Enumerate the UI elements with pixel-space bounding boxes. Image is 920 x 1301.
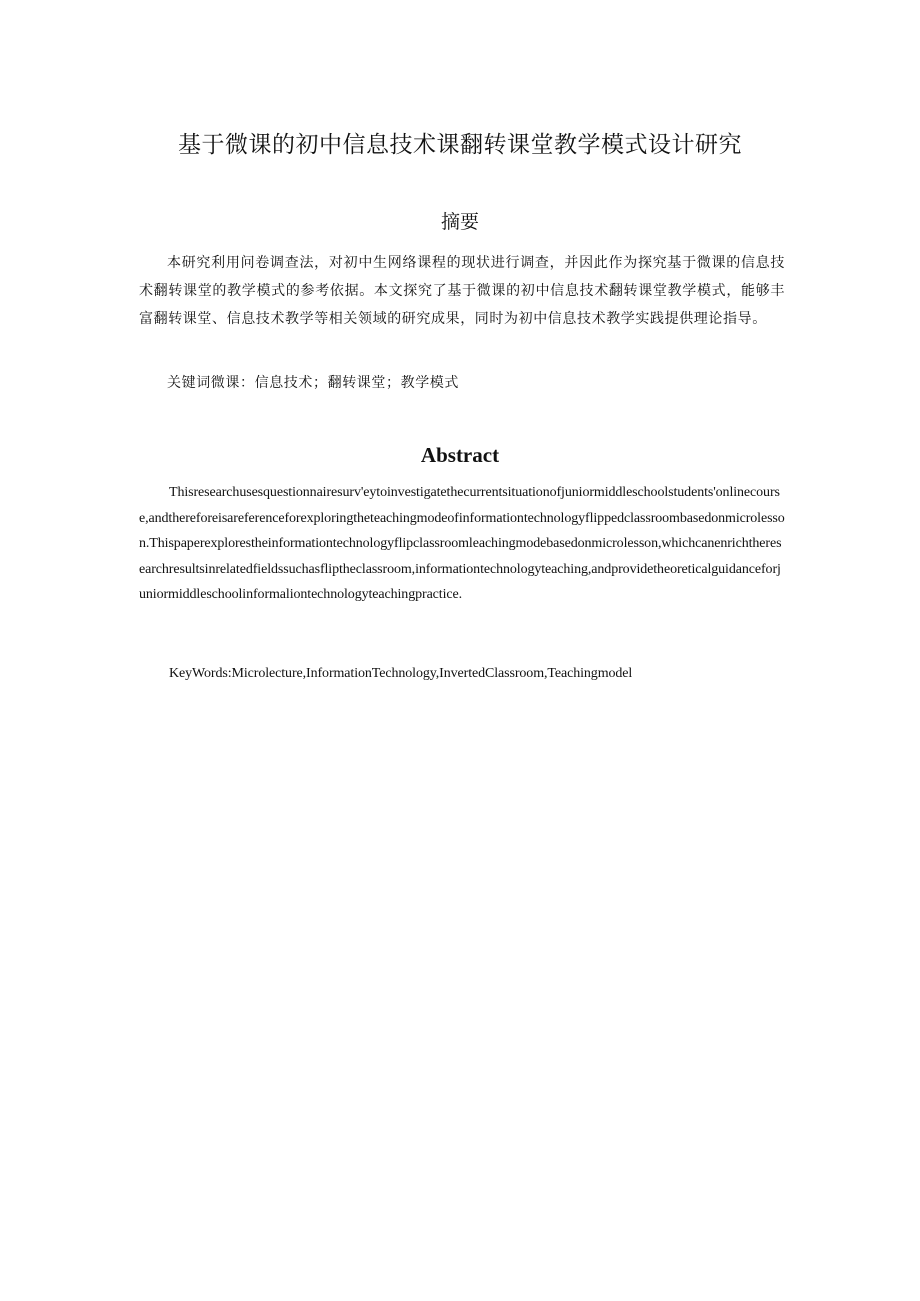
english-abstract-heading: Abstract: [420, 443, 500, 467]
chinese-abstract-body: 本研究利用问卷调查法，对初中生网络课程的现状进行调查，并因此作为探究基于微课的信息技术翻转课堂的教学模式的参考依据。本文探究了基于微课的初中信息技术翻转课堂教学模式，能够丰富翻转课堂、信息技术教学等相关领域的研究成果，同时为初中信息技术教学实践提供理论指导。: [139, 255, 785, 327]
paper-title: 基于微课的初中信息技术课翻转课堂教学模式设计研究: [178, 132, 742, 158]
chinese-keywords: 关键词微课：信息技术；翻转课堂；教学模式: [167, 375, 459, 391]
english-keywords: KeyWords:Microlecture,InformationTechnology,InvertedClassroom,Teachingmodel: [169, 666, 633, 681]
english-abstract-body: Thisresearchusesquestionnairesurv'eytoinvestigatethecurrentsituationofjuniormiddleschoolstudents'onlinecourse,andthereforeisareferenceforexploringtheteachingmodeofinformationtechnologyflippedclassroombasedonmicrolesson.Thispaperexplorestheinformationtechnologyflipclassroomleachingmodebasedonmicrolesson,whichcanenrichtheresearchresultsinrelatedfieldssuchasfliptheclassroom,informationtechnologyteaching,andprovidetheoreticalguidanceforjuniormiddleschoolinformaliontechnologyteachingpractice.: [139, 485, 785, 603]
chinese-abstract-heading: 摘要: [440, 211, 479, 233]
